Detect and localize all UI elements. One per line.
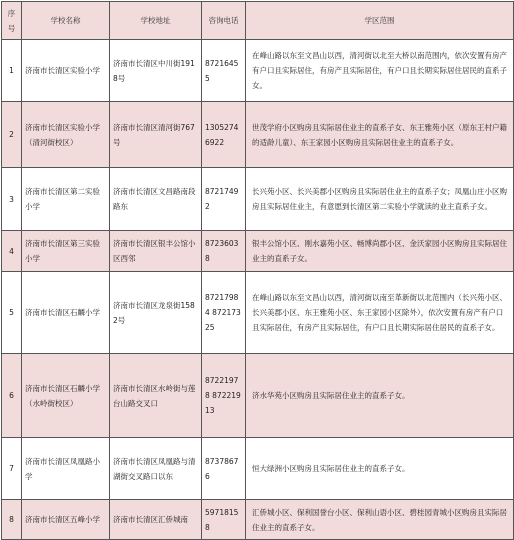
school-name: 济南市长清区实验小学（清河街校区） xyxy=(22,102,110,168)
phone-number: 87217984 87217325 xyxy=(202,272,246,354)
header-school-name: 学校名称 xyxy=(22,2,110,40)
phone-number: 13052746922 xyxy=(202,102,246,168)
phone-number: 87217492 xyxy=(202,168,246,231)
school-address: 济南市长清区凤凰路与清湖街交叉路口以东 xyxy=(110,438,202,500)
district-range: 汇侨城小区、保利国誉台小区、保利山语小区、碧桂园青城小区购房且实际居住业主的直系子女。 xyxy=(246,500,514,540)
school-address: 济南市长清区银丰公馆小区西邻 xyxy=(110,231,202,272)
school-address: 济南市长清区中川街1918号 xyxy=(110,40,202,102)
district-range: 长兴苑小区、长兴美郡小区购房且实际居住业主的直系子女；凤凰山庄小区购房且实际居住业主，有意愿到长清区第二实验小学就读的业主直系子女。 xyxy=(246,168,514,231)
row-no: 2 xyxy=(2,102,22,168)
table-row xyxy=(2,272,514,354)
header-school-address: 学校地址 xyxy=(110,2,202,40)
row-no: 6 xyxy=(2,354,22,438)
phone-number: 87216455 xyxy=(202,40,246,102)
row-no: 7 xyxy=(2,438,22,500)
district-range: 恒大绿洲小区购房且实际居住业主的直系子女。 xyxy=(246,438,514,500)
school-address: 济南市长清区汇侨城南 xyxy=(110,500,202,540)
header-district-range: 学区范围 xyxy=(246,2,514,40)
table-row xyxy=(2,102,514,168)
phone-number: 87221978 87221913 xyxy=(202,354,246,438)
table-row xyxy=(2,500,514,540)
phone-number: 87378676 xyxy=(202,438,246,500)
school-name: 济南市长清区第二实验小学 xyxy=(22,168,110,231)
school-name: 济南市长清区实验小学 xyxy=(22,40,110,102)
school-district-table xyxy=(1,1,514,540)
school-address: 济南市长清区清河街767号 xyxy=(110,102,202,168)
school-name: 济南市长清区石麟小学 xyxy=(22,272,110,354)
school-name: 济南市长清区凤凰路小学 xyxy=(22,438,110,500)
district-range: 在峰山路以东至文昌山以西，清河街以南至革新街以北范围内（长兴苑小区、长兴美郡小区、东王雅苑小区、东王家园小区除外），依次安置有房产有户口且实际居住，有房产且实际居住，有户口且长期实际居住居民的直系子女。 xyxy=(246,272,514,354)
phone-number: 59718158 xyxy=(202,500,246,540)
row-no: 8 xyxy=(2,500,22,540)
row-no: 5 xyxy=(2,272,22,354)
table-row xyxy=(2,354,514,438)
row-no: 3 xyxy=(2,168,22,231)
table-row xyxy=(2,231,514,272)
district-range: 世茂学府小区购房且实际居住业主的直系子女、东王雅苑小区（原东王村户籍的适龄儿童）、东王家园小区购房且实际居住业主的直系子女。 xyxy=(246,102,514,168)
district-range: 济水华苑小区购房且实际居住业主的直系子女。 xyxy=(246,354,514,438)
school-address: 济南市长清区水岭街与莲台山路交叉口 xyxy=(110,354,202,438)
phone-number: 87236038 xyxy=(202,231,246,272)
header-no: 序号 xyxy=(2,2,22,40)
row-no: 4 xyxy=(2,231,22,272)
header-row xyxy=(2,2,514,40)
table-row xyxy=(2,168,514,231)
school-address: 济南市长清区文昌路南段路东 xyxy=(110,168,202,231)
district-range: 银丰公馆小区、刚水嘉苑小区、畅博尚郡小区、金沃家园小区购房且实际居住业主的直系子女。 xyxy=(246,231,514,272)
school-name: 济南市长清区五峰小学 xyxy=(22,500,110,540)
school-name: 济南市长清区石麟小学（水岭街校区） xyxy=(22,354,110,438)
table-row xyxy=(2,40,514,102)
header-phone: 咨询电话 xyxy=(202,2,246,40)
school-address: 济南市长清区龙泉街1582号 xyxy=(110,272,202,354)
district-range: 在峰山路以东至文昌山以西，清河街以北至大桥以南范围内，依次安置有房产有户口且实际居住，有房产且实际居住，有户口且长期实际居住居民的直系子女。 xyxy=(246,40,514,102)
table-row xyxy=(2,438,514,500)
school-name: 济南市长清区第三实验小学 xyxy=(22,231,110,272)
row-no: 1 xyxy=(2,40,22,102)
